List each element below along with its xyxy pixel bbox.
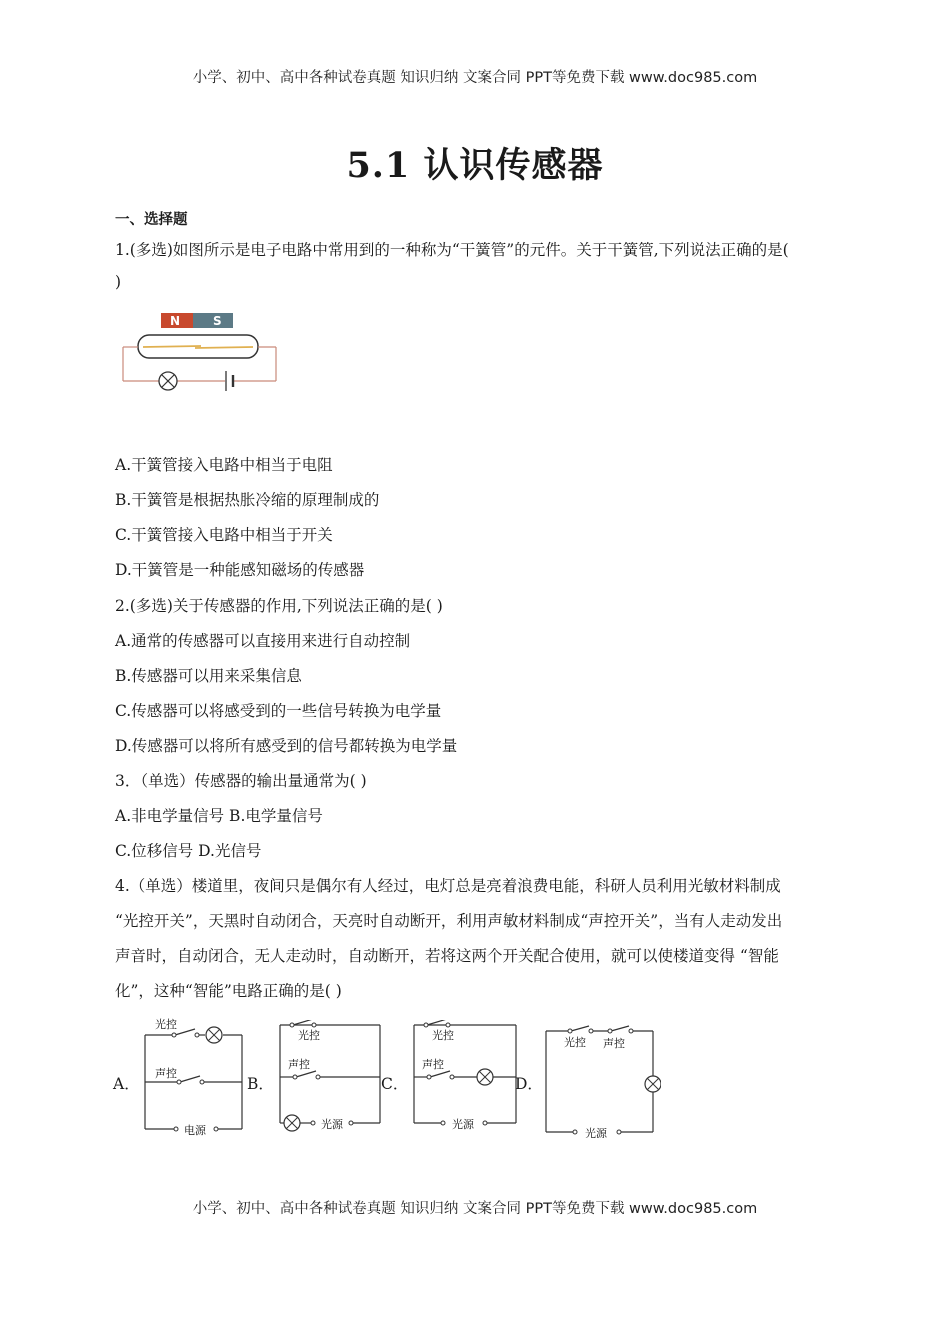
q4-stem-line1: 4.（单选）楼道里，夜间只是偶尔有人经过，电灯总是亮着浪费电能，科研人员利用光敏材料制成 (115, 877, 781, 895)
light-switch-label: 光控 (564, 1036, 586, 1049)
reed-switch-figure (113, 308, 283, 400)
light-switch-blade (175, 1029, 195, 1035)
q3-options-ab: A.非电学量信号 B.电学量信号 (115, 807, 323, 825)
q4-stem-line3: 声音时，自动闭合，无人走动时，自动断开，若将这两个开关配合使用，就可以使楼道变得 “智能 (115, 947, 779, 965)
q1-option-d: D.干簧管是一种能感知磁场的传感器 (115, 561, 365, 579)
q2-option-d: D.传感器可以将所有感受到的信号都转换为电学量 (115, 737, 458, 755)
q1-stem: 1.(多选)如图所示是电子电路中常用到的一种称为“干簧管”的元件。关于干簧管,下列说法正确的是( (115, 241, 789, 259)
lamp-icon (284, 1115, 300, 1131)
circuit-c (409, 1020, 519, 1138)
magnet-n-label: N (170, 314, 181, 328)
q1-option-a: A.干簧管接入电路中相当于电阻 (115, 456, 333, 474)
light-switch-label: 光控 (298, 1029, 320, 1042)
q4-option-label-b: B． (247, 1075, 274, 1093)
q4-option-label-d: D． (515, 1075, 543, 1093)
power-label: 光源 (321, 1118, 343, 1131)
q3-options-cd: C.位移信号 D.光信号 (115, 842, 262, 860)
power-label: 电源 (184, 1124, 206, 1137)
reed-contact-right (195, 347, 253, 348)
light-switch-label: 光控 (432, 1029, 454, 1042)
magnet-s-label: S (213, 314, 222, 328)
q2-option-a: A.通常的传感器可以直接用来进行自动控制 (115, 632, 411, 650)
lamp-icon (159, 372, 177, 390)
page-footer: 小学、初中、高中各种试卷真题 知识归纳 文案合同 PPT等免费下载 www.doc985.com (192, 1201, 758, 1217)
q3-stem: 3．（单选）传感器的输出量通常为( ) (115, 772, 367, 790)
q1-stem-cont: ) (115, 273, 122, 291)
battery-icon (226, 371, 233, 391)
sound-switch-label: 声控 (422, 1058, 444, 1071)
lamp-icon (206, 1027, 222, 1043)
circuit-b (275, 1020, 385, 1138)
sound-switch-label: 声控 (288, 1058, 310, 1071)
power-label: 光源 (585, 1127, 607, 1138)
q4-option-label-a: A． (113, 1075, 140, 1093)
q1-option-b: B.干簧管是根据热胀冷缩的原理制成的 (115, 491, 380, 509)
q4-stem-line4: 化”，这种“智能”电路正确的是( ) (115, 982, 342, 1000)
reed-contact-left (143, 346, 201, 347)
circuit-a (140, 1016, 245, 1138)
lamp-icon (477, 1069, 493, 1085)
light-switch-label: 光控 (155, 1018, 177, 1031)
q2-option-c: C.传感器可以将感受到的一些信号转换为电学量 (115, 702, 442, 720)
q4-option-label-c: C． (381, 1075, 409, 1093)
circuit-d (543, 1024, 661, 1138)
lamp-icon (645, 1076, 661, 1092)
page-title: 5.1 认识传感器 (346, 145, 604, 186)
page-header: 小学、初中、高中各种试卷真题 知识归纳 文案合同 PPT等免费下载 www.doc985.com (192, 70, 758, 86)
q4-stem-line2: “光控开关”，天黑时自动闭合，天亮时自动断开，利用声敏材料制成“声控开关”，当有人走动发出 (115, 912, 783, 930)
sound-switch-label: 声控 (603, 1037, 625, 1050)
sound-switch-label: 声控 (155, 1067, 177, 1080)
q1-option-c: C.干簧管接入电路中相当于开关 (115, 526, 333, 544)
q2-option-b: B.传感器可以用来采集信息 (115, 667, 302, 685)
power-label: 光源 (452, 1118, 474, 1131)
q2-stem: 2.(多选)关于传感器的作用,下列说法正确的是( ) (115, 597, 443, 615)
section-heading: 一、选择题 (115, 212, 188, 228)
